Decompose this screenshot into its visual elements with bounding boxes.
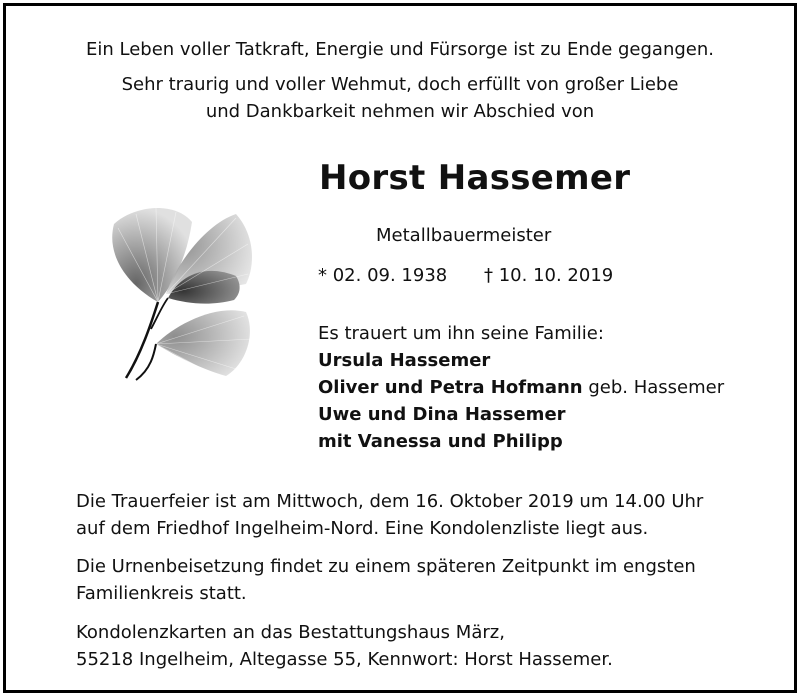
intro-line-1: Ein Leben voller Tatkraft, Energie und Fürsorge ist zu Ende gegangen. — [86, 39, 714, 60]
obituary-notice — [3, 3, 797, 693]
urn-line-2: Familienkreis statt. — [76, 583, 247, 604]
intro-line-3: und Dankbarkeit nehmen wir Abschied von — [205, 101, 595, 122]
death-date: † 10. 10. 2019 — [484, 265, 614, 286]
condolence-line-2: 55218 Ingelheim, Altegasse 55, Kennwort: Horst Hassemer. — [76, 649, 613, 670]
family-member-2-suffix: geb. Hassemer — [582, 377, 725, 398]
family-member-3: Uwe und Dina Hassemer — [318, 404, 566, 425]
funeral-line-2: auf dem Friedhof Ingelheim-Nord. Eine Kondolenzliste liegt aus. — [76, 518, 649, 539]
deceased-name: Horst Hassemer — [319, 158, 631, 198]
birth-date: * 02. 09. 1938 — [318, 265, 448, 286]
intro-line-2: Sehr traurig und voller Wehmut, doch erfüllt von großer Liebe — [121, 74, 679, 95]
funeral-line-1: Die Trauerfeier ist am Mittwoch, dem 16. Oktober 2019 um 14.00 Uhr — [76, 491, 704, 512]
family-member-2 — [318, 374, 724, 401]
family-member-1: Ursula Hassemer — [318, 350, 491, 371]
ginkgo-leaf-icon — [96, 194, 256, 386]
family-intro: Es trauert um ihn seine Familie: — [318, 323, 604, 344]
urn-line-1: Die Urnenbeisetzung findet zu einem späteren Zeitpunkt im engsten — [76, 556, 696, 577]
family-member-4: mit Vanessa und Philipp — [318, 431, 563, 452]
condolence-line-1: Kondolenzkarten an das Bestattungshaus März, — [76, 622, 505, 643]
profession: Metallbauermeister — [376, 225, 552, 246]
family-member-2-name: Oliver und Petra Hofmann — [318, 377, 583, 398]
